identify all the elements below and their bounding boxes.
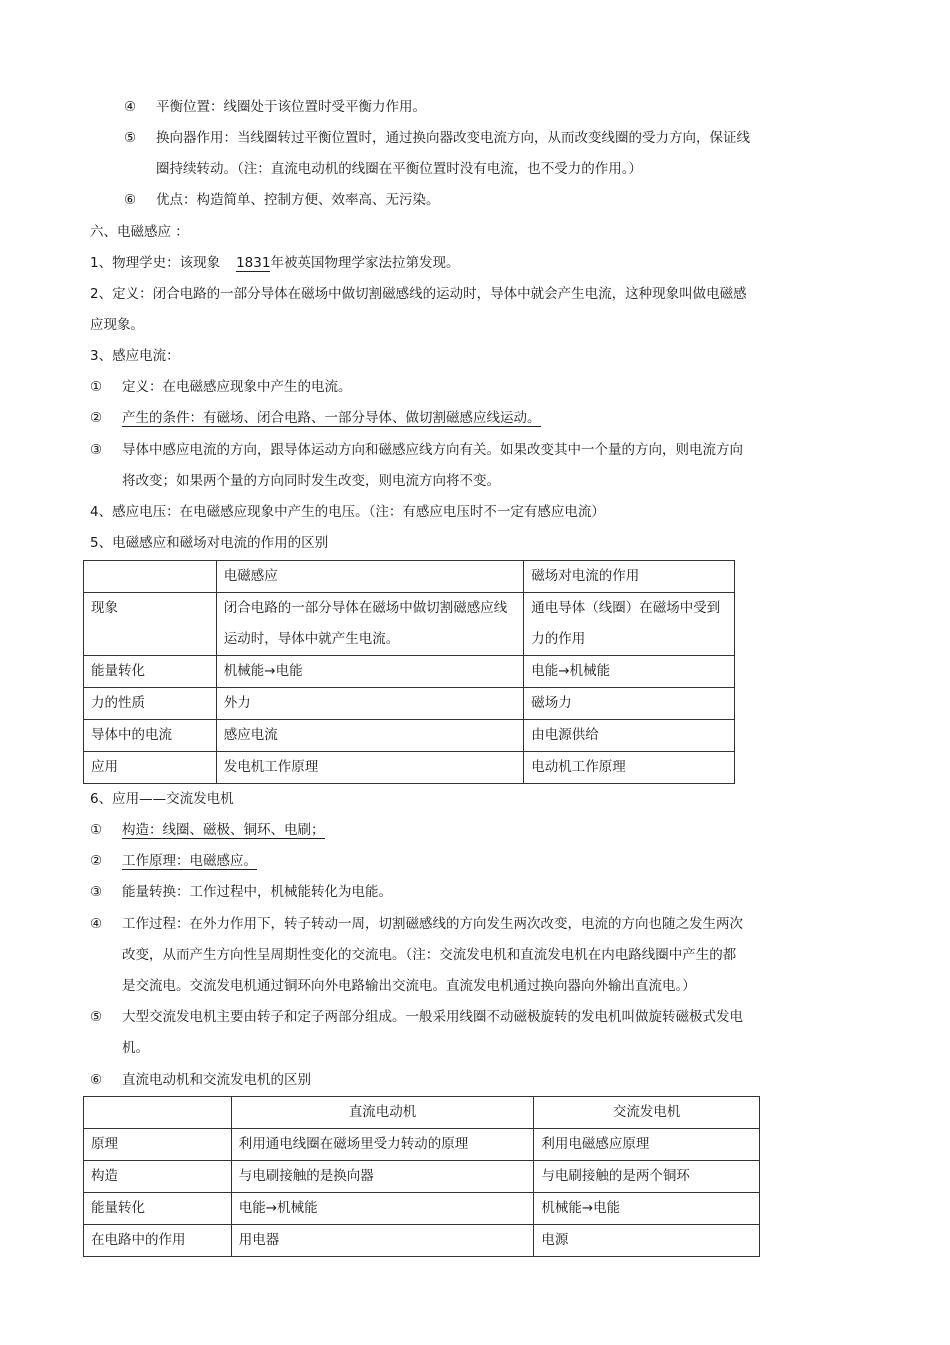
table-header-cell bbox=[84, 561, 217, 593]
history-prefix: 1、物理学史：该现象 bbox=[90, 255, 221, 271]
item-number: ③ bbox=[90, 442, 103, 458]
item-number: ⑥ bbox=[90, 1072, 103, 1088]
application-item-5-line2: 机。 bbox=[122, 1040, 149, 1056]
table-row bbox=[84, 656, 735, 688]
table-cell: 能量转化 bbox=[84, 656, 217, 688]
item-number: ① bbox=[90, 822, 103, 838]
table-row bbox=[84, 1129, 760, 1161]
table-cell: 应用 bbox=[84, 752, 217, 784]
item-number: ④ bbox=[90, 916, 103, 932]
item-text: 平衡位置：线圈处于该位置时受平衡力作用。 bbox=[156, 99, 426, 115]
history-suffix: 年被英国物理学家法拉第发现。 bbox=[270, 255, 460, 271]
table-cell: 机械能→电能 bbox=[216, 656, 524, 688]
application-item-4-line1 bbox=[90, 914, 743, 934]
item-text: 产生的条件：有磁场、闭合电路、一部分导体、做切割磁感应线运动。 bbox=[122, 410, 541, 426]
table-cell: 磁场力 bbox=[524, 688, 735, 720]
motor-item-4 bbox=[124, 97, 426, 117]
item-text: 导体中感应电流的方向，跟导体运动方向和磁感应线方向有关。如果改变其中一个量的方向，则电流方向 bbox=[122, 442, 743, 458]
table-header-cell bbox=[84, 1097, 232, 1129]
item-number: ④ bbox=[124, 99, 137, 115]
item-text: 工作原理：电磁感应。 bbox=[122, 853, 257, 869]
table-row bbox=[84, 1193, 760, 1225]
table-cell: 电动机工作原理 bbox=[524, 752, 735, 784]
table-cell: 电能→机械能 bbox=[524, 656, 735, 688]
table-cell: 能量转化 bbox=[84, 1193, 232, 1225]
table-cell: 闭合电路的一部分导体在磁场中做切割磁感应线运动时，导体中就产生电流。 bbox=[216, 593, 524, 656]
table-cell: 发电机工作原理 bbox=[216, 752, 524, 784]
comparison-table-2 bbox=[83, 1096, 760, 1257]
table-cell: 力的性质 bbox=[84, 688, 217, 720]
item-number: ⑤ bbox=[90, 1009, 103, 1025]
definition-line1: 2、定义：闭合电路的一部分导体在磁场中做切割磁感线的运动时，导体中就会产生电流，这种现象叫做电磁感 bbox=[90, 286, 747, 302]
table-cell: 电能→机械能 bbox=[231, 1193, 534, 1225]
item-text: 工作过程：在外力作用下，转子转动一周，切割磁感线的方向发生两次改变，电流的方向也随之发生两次 bbox=[122, 916, 743, 932]
application-item-6 bbox=[90, 1070, 311, 1090]
table-cell: 用电器 bbox=[231, 1225, 534, 1257]
table-row bbox=[84, 1225, 760, 1257]
table-header-cell: 电磁感应 bbox=[216, 561, 524, 593]
table-cell: 感应电流 bbox=[216, 720, 524, 752]
induced-current-item-1 bbox=[90, 377, 352, 397]
table-header-cell: 磁场对电流的作用 bbox=[524, 561, 735, 593]
application-item-4-line2: 改变，从而产生方向性呈周期性变化的交流电。（注：交流发电机和直流发电机在内电路线圈中产生的都 bbox=[122, 947, 737, 963]
table-cell: 构造 bbox=[84, 1161, 232, 1193]
induced-voltage: 4、感应电压：在电磁感应现象中产生的电压。（注：有感应电压时不一定有感应电流） bbox=[90, 504, 605, 520]
table-cell: 现象 bbox=[84, 593, 217, 656]
table-cell: 电源 bbox=[534, 1225, 760, 1257]
application-item-5-line1 bbox=[90, 1007, 743, 1027]
item-text: 构造：线圈、磁极、铜环、电刷； bbox=[122, 822, 325, 838]
table-cell: 由电源供给 bbox=[524, 720, 735, 752]
item-text: 能量转换：工作过程中，机械能转化为电能。 bbox=[122, 884, 392, 900]
application-item-3 bbox=[90, 882, 392, 902]
table-header-row bbox=[84, 1097, 760, 1129]
table-row bbox=[84, 1161, 760, 1193]
table-row bbox=[84, 720, 735, 752]
table-row bbox=[84, 688, 735, 720]
history-paragraph bbox=[90, 253, 459, 273]
table-cell: 原理 bbox=[84, 1129, 232, 1161]
table-cell: 通电导体（线圈）在磁场中受到力的作用 bbox=[524, 593, 735, 656]
table-cell: 机械能→电能 bbox=[534, 1193, 760, 1225]
table-header-row bbox=[84, 561, 735, 593]
item-text: 优点：构造简单、控制方便、效率高、无污染。 bbox=[156, 192, 440, 208]
table-header-cell: 交流发电机 bbox=[534, 1097, 760, 1129]
induced-current-item-2 bbox=[90, 408, 541, 428]
table-cell: 利用通电线圈在磁场里受力转动的原理 bbox=[231, 1129, 534, 1161]
item-text: 大型交流发电机主要由转子和定子两部分组成。一般采用线圈不动磁极旋转的发电机叫做旋转磁极式发电 bbox=[122, 1009, 743, 1025]
induced-current-title: 3、感应电流： bbox=[90, 348, 180, 364]
table-cell: 利用电磁感应原理 bbox=[534, 1129, 760, 1161]
table-cell: 导体中的电流 bbox=[84, 720, 217, 752]
table-row bbox=[84, 752, 735, 784]
item-text: 直流电动机和交流发电机的区别 bbox=[122, 1072, 311, 1088]
history-year: 1831 bbox=[236, 255, 271, 271]
application-item-2 bbox=[90, 851, 257, 871]
application-item-4-line3: 是交流电。交流发电机通过铜环向外电路输出交流电。直流发电机通过换向器向外输出直流电。） bbox=[122, 978, 696, 994]
item-number: ③ bbox=[90, 884, 103, 900]
induced-current-item-3-line2: 将改变；如果两个量的方向同时发生改变，则电流方向将不变。 bbox=[122, 473, 500, 489]
motor-item-6 bbox=[124, 190, 440, 210]
definition-line2: 应现象。 bbox=[90, 317, 144, 333]
item-text: 换向器作用：当线圈转过平衡位置时，通过换向器改变电流方向，从而改变线圈的受力方向，保证线 bbox=[156, 130, 750, 146]
induced-current-item-3-line1 bbox=[90, 440, 743, 460]
table-row bbox=[84, 593, 735, 656]
motor-item-5-line2: 圈持续转动。（注：直流电动机的线圈在平衡位置时没有电流，也不受力的作用。） bbox=[156, 161, 642, 177]
item-number: ② bbox=[90, 410, 103, 426]
table-cell: 与电刷接触的是两个铜环 bbox=[534, 1161, 760, 1193]
section-title: 六、电磁感应 ： bbox=[90, 224, 189, 240]
motor-item-5-line1 bbox=[124, 128, 750, 148]
item-number: ② bbox=[90, 853, 103, 869]
application-title: 6、应用——交流发电机 bbox=[90, 791, 234, 807]
comparison-table-1 bbox=[83, 560, 735, 784]
item-number: ① bbox=[90, 379, 103, 395]
table-cell: 在电路中的作用 bbox=[84, 1225, 232, 1257]
table1-caption: 5、电磁感应和磁场对电流的作用的区别 bbox=[90, 535, 329, 551]
table-cell: 与电刷接触的是换向器 bbox=[231, 1161, 534, 1193]
item-text: 定义：在电磁感应现象中产生的电流。 bbox=[122, 379, 352, 395]
item-number: ⑥ bbox=[124, 192, 137, 208]
item-number: ⑤ bbox=[124, 130, 137, 146]
table-cell: 外力 bbox=[216, 688, 524, 720]
table-header-cell: 直流电动机 bbox=[231, 1097, 534, 1129]
application-item-1 bbox=[90, 820, 325, 840]
